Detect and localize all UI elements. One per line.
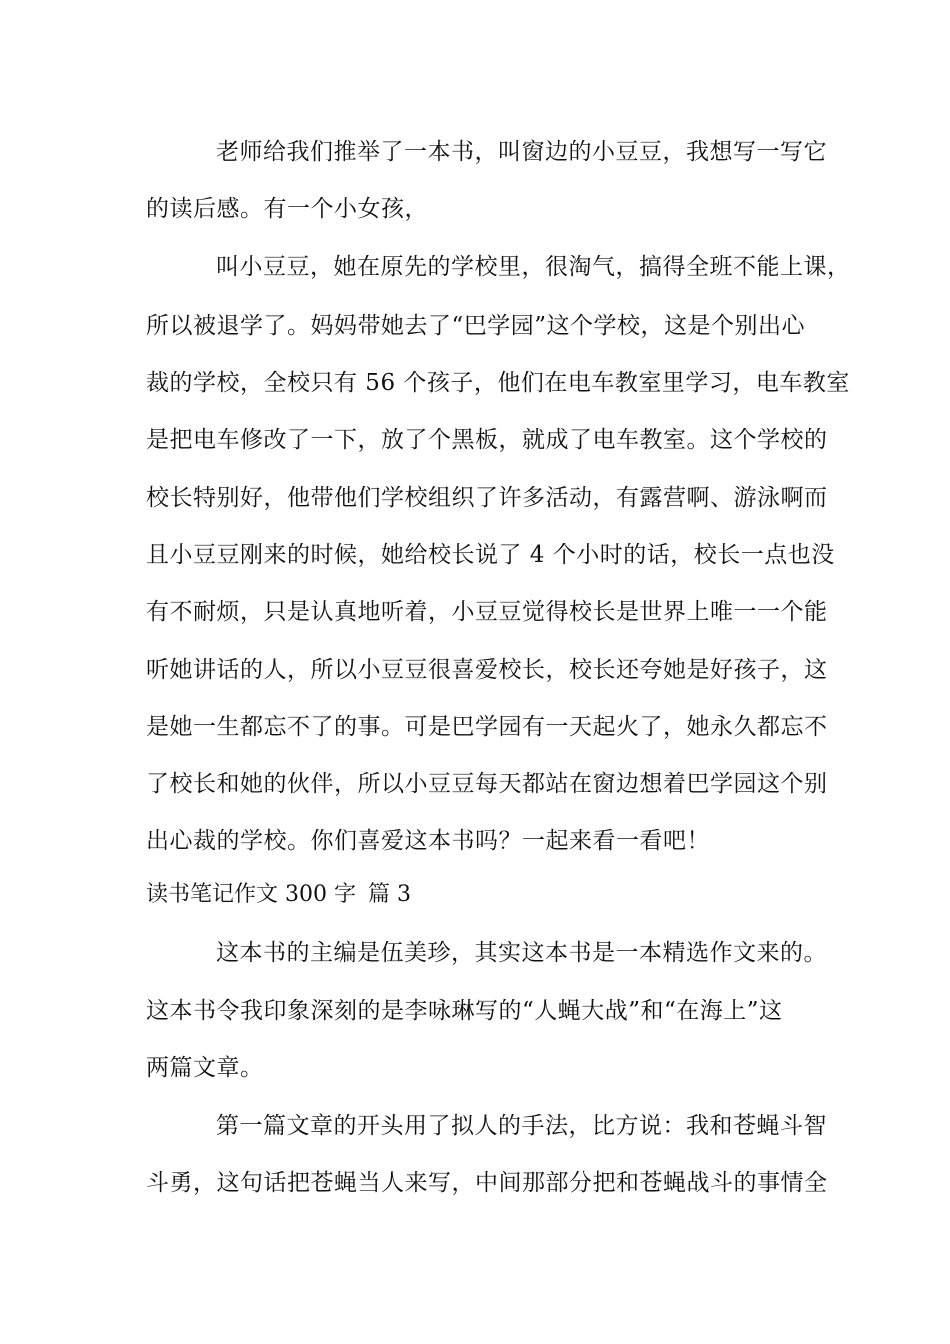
paragraph-line: 是她一生都忘不了的事。可是巴学园有一天起火了，她永久都忘不 [146,714,828,740]
paragraph-line: 了校长和她的伙伴，所以小豆豆每天都站在窗边想着巴学园这个别 [146,771,828,797]
paragraph-line: 叫小豆豆，她在原先的学校里，很淘气，搞得全班不能上课， [216,254,851,280]
paragraph-line: 这本书令我印象深刻的是李咏琳写的“人蝇大战”和“在海上”这 [146,998,783,1024]
paragraph-line: 且小豆豆刚来的时候，她给校长说了 4 个小时的话，校长一点也没 [146,542,835,568]
paragraph-line: 两篇文章。 [146,1055,264,1081]
paragraph-line: 出心裁的学校。你们喜爱这本书吗？一起来看一看吧！ [146,828,710,854]
paragraph-line: 的读后感。有一个小女孩， [146,196,428,222]
paragraph-line: 校长特别好，他带他们学校组织了许多活动，有露营啊、游泳啊而 [146,485,828,511]
paragraph-line: 是把电车修改了一下，放了个黑板，就成了电车教室。这个学校的 [146,427,828,453]
section-heading [146,880,411,910]
heading-title: 读书笔记作文 300 字 [146,882,356,907]
paragraph-line: 所以被退学了。妈妈带她去了“巴学园”这个学校，这是个别出心 [146,313,806,339]
paragraph-line: 斗勇，这句话把苍蝇当人来写，中间那部分把和苍蝇战斗的事情全 [146,1170,828,1196]
paragraph-line: 第一篇文章的开头用了拟人的手法，比方说：我和苍蝇斗智 [216,1113,827,1139]
paragraph-line: 听她讲话的人，所以小豆豆很喜爱校长，校长还夸她是好孩子，这 [146,657,828,683]
paragraph-line: 老师给我们推举了一本书，叫窗边的小豆豆，我想写一写它 [216,139,827,165]
paragraph-line: 这本书的主编是伍美珍，其实这本书是一本精选作文来的。 [216,940,827,966]
heading-part: 篇 3 [367,882,411,907]
paragraph-line: 裁的学校，全校只有 56 个孩子，他们在电车教室里学习，电车教室 [146,370,850,396]
paragraph-line: 有不耐烦，只是认真地听着，小豆豆觉得校长是世界上唯一一个能 [146,599,828,625]
